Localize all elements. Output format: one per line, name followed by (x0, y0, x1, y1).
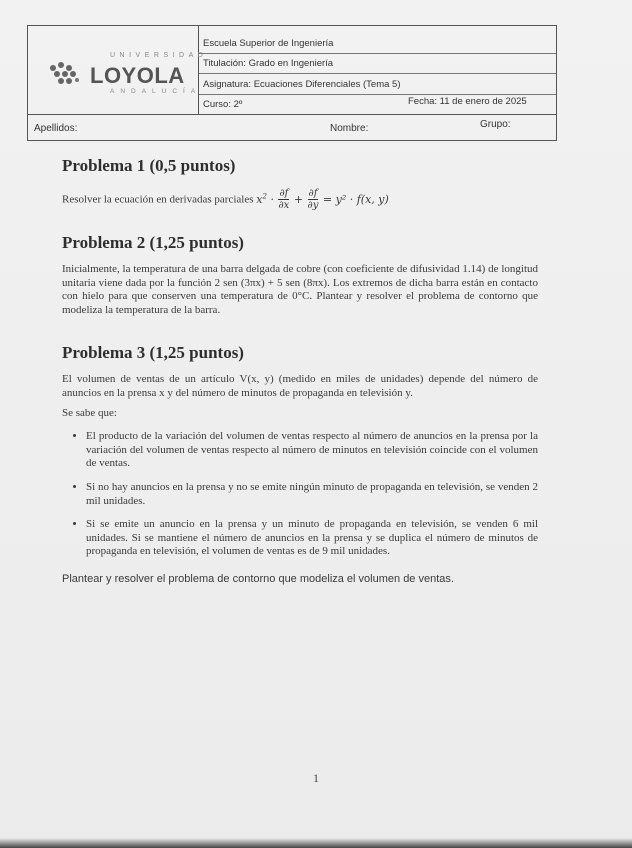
university-logo (28, 26, 208, 114)
problem-2-text: Inicialmente, la temperatura de una barra delgada de cobre (con coeficiente de difusividad 1.14) de longitud unitaria viene dada por la función 2 sen (3πx) + 5 sen (8πx). Los extremos de dicha barra están en contacto con hielo para que conserven una temperatura de 0°C. Plantear y resolver el problema de contorno que modeliza la temperatura de la barra. (62, 263, 538, 316)
divider (199, 94, 556, 95)
logo-top-text: UNIVERSIDAD (110, 52, 208, 59)
divider (199, 53, 556, 54)
course: Curso: 2º (203, 99, 243, 110)
exam-info (199, 26, 556, 114)
scan-edge-shadow (0, 838, 632, 848)
student-fields (28, 114, 556, 140)
list-item: • Si no hay anuncios en la prensa y no se emite ningún minuto de propaganda en televisión, se venden 2 mil unidades. (86, 481, 538, 508)
problem-1-text: Resolver la ecuación en derivadas parciales (62, 193, 254, 206)
problem-3-known: Se sabe que: (62, 406, 117, 419)
partial-fy: $\frac{\partial f}{\partial y}$ (307, 188, 319, 211)
surname-label: Apellidos: (34, 123, 78, 134)
group-label: Grupo: (480, 119, 511, 130)
partial-fx: $\frac{\partial f}{\partial x}$ (278, 188, 290, 211)
exam-content (62, 156, 538, 587)
logo-bottom-text: ANDALUCÍA (110, 88, 202, 95)
pde-equation: $x^2$ · $\frac{\partial f}{\partial x}$ + $\frac{\partial f}{\partial y}$ = y² · f(x, y) (256, 188, 389, 211)
subject: Asignatura: Ecuaciones Diferenciales (Tema 5) (203, 79, 401, 90)
problem-3-title: Problema 3 (1,25 puntos) (62, 343, 244, 363)
problem-3-conditions (62, 430, 538, 559)
loyola-emblem-icon (43, 58, 89, 90)
logo-main-text: LOYOLA (90, 63, 185, 88)
list-item: • Si se emite un anuncio en la prensa y un minuto de propaganda en televisión, se venden 6 mil unidades. Si se mantiene el número de anuncios en la prensa y se duplica el número de minutos de propaganda en televisión, el volumen de ventas es de 9 mil unidades. (86, 518, 538, 559)
problem-3-intro: El volumen de ventas de un artículo V(x, y) (medido en miles de unidades) depende del número de anuncios en la prensa x y del número de minutos de propaganda en televisión y. (62, 373, 538, 399)
exam-date: Fecha: 11 de enero de 2025 (408, 96, 527, 107)
list-item: • El producto de la variación del volumen de ventas respecto al número de anuncios en la prensa por la variación del volumen de ventas respecto al número de minutos en televisión coincide con el volumen de ventas. (86, 430, 538, 471)
name-label: Nombre: (330, 123, 369, 134)
page-number: 1 (313, 771, 319, 785)
school-name: Escuela Superior de Ingeniería (203, 38, 334, 49)
problem-3-conclusion: Plantear y resolver el problema de contorno que modeliza el volumen de ventas. (62, 572, 454, 585)
problem-2-title: Problema 2 (1,25 puntos) (62, 233, 244, 252)
degree: Titulación: Grado en Ingeniería (203, 58, 334, 69)
problem-1-statement (62, 188, 538, 211)
problem-1-title: Problema 1 (0,5 puntos) (62, 156, 236, 175)
divider (199, 73, 556, 74)
exam-header (27, 25, 557, 141)
